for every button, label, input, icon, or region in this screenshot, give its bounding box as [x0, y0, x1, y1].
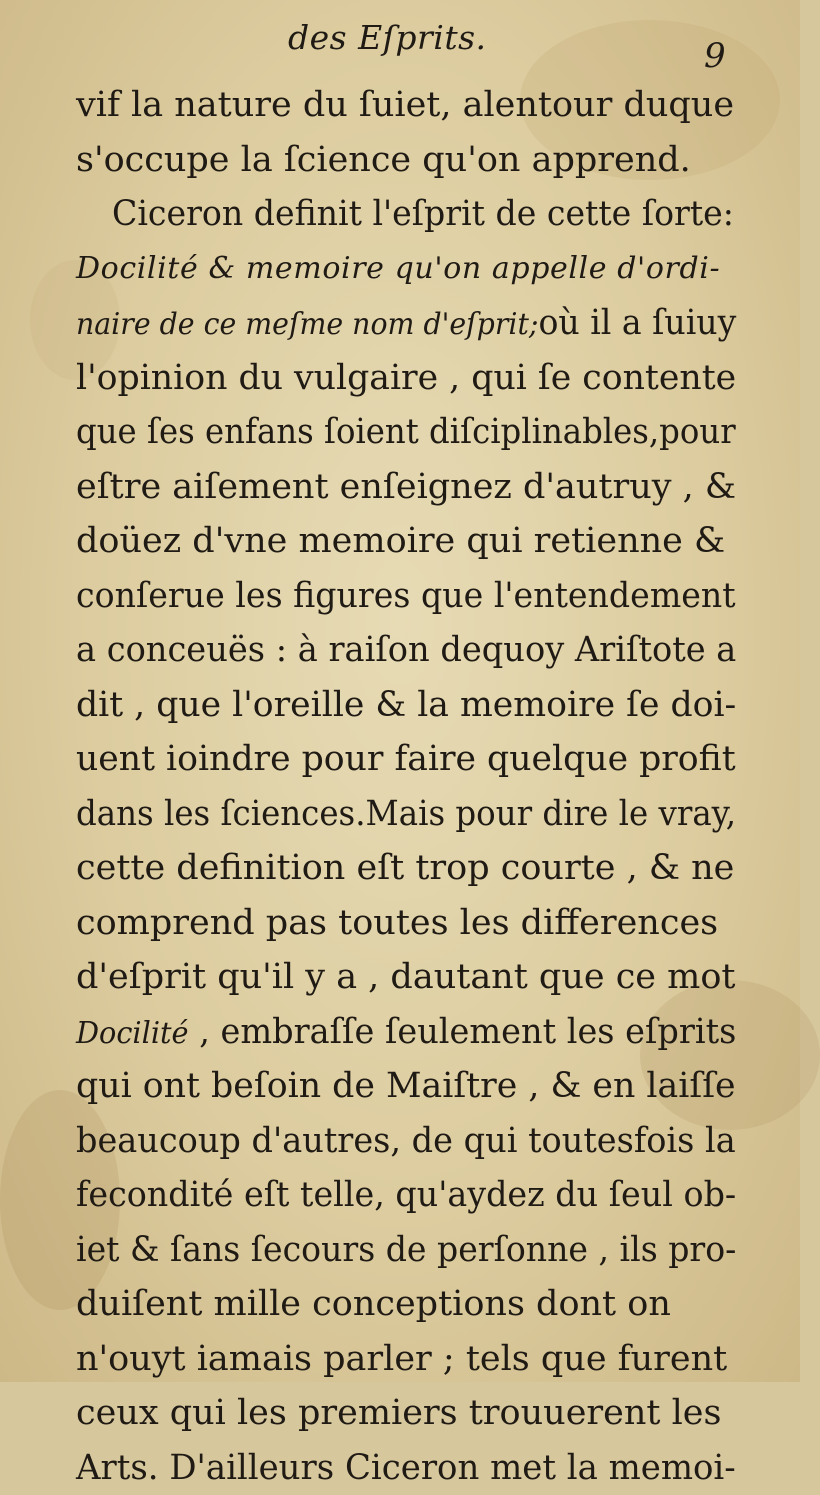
text-line: ceux qui les premiers trouuerent les	[76, 1386, 736, 1441]
italic-quotation-line: Docilité & memoire qu'on appelle d'ordi-	[76, 242, 736, 297]
text-line: s'occupe la ſcience qu'on apprend.	[76, 133, 736, 188]
text-line: dans les ſciences.Mais pour dire le vray,	[76, 787, 688, 842]
text-line: fecondité eſt telle, qu'aydez du ſeul ob-	[76, 1168, 705, 1223]
text-line: iet & ſans ſecours de perſonne , ils pro-	[76, 1223, 700, 1278]
text-line: qui ont beſoin de Maiſtre , & en laiſſe	[76, 1059, 731, 1114]
text-line: cette definition eſt trop courte , & ne	[76, 841, 736, 896]
text-line: l'opinion du vulgaire , qui ſe contente	[76, 351, 730, 406]
text-line: que ſes enfans ſoient diſciplinables,pour	[76, 405, 686, 460]
text-line: dit , que l'oreille & la memoire ſe doi-	[76, 678, 729, 733]
text-line: Arts. D'ailleurs Ciceron met la memoi-	[76, 1441, 716, 1495]
page-number: 9	[704, 36, 726, 76]
running-head: des Eſprits.	[288, 18, 487, 57]
italic-word: Docilité	[76, 1016, 189, 1051]
text-line: n'ouyt iamais parler ; tels que furent	[76, 1332, 736, 1387]
text-line: a conceuës : à raiſon dequoy Ariſtote a	[76, 623, 710, 678]
paragraph-first-line: Ciceron definit l'eſprit de cette ſorte:	[76, 187, 701, 242]
text-line: vif la nature du ſuiet, alentour duque	[76, 78, 736, 133]
roman-text: où il a ſuiuy	[538, 303, 736, 343]
text-line: uent ioindre pour faire quelque profit	[76, 732, 729, 787]
roman-text: , embraſſe ſeulement les eſprits	[189, 1012, 737, 1052]
text-line	[76, 296, 700, 351]
body-text	[76, 78, 736, 1495]
text-line: doüez d'vne memoire qui retienne &	[76, 514, 736, 569]
text-line: d'eſprit qu'il y a , dautant que ce mot	[76, 950, 736, 1005]
text-line: duiſent mille conceptions dont on	[76, 1277, 736, 1332]
italic-quotation: naire de ce meſme nom d'eſprit;	[76, 307, 538, 342]
text-line	[76, 1005, 708, 1060]
text-line: comprend pas toutes les differences	[76, 896, 736, 951]
text-line: beaucoup d'autres, de qui toutesfois la	[76, 1114, 708, 1169]
text-line: eſtre aiſement enſeignez d'autruy , &	[76, 460, 736, 515]
text-line: conſerue les figures que l'entendement	[76, 569, 702, 624]
